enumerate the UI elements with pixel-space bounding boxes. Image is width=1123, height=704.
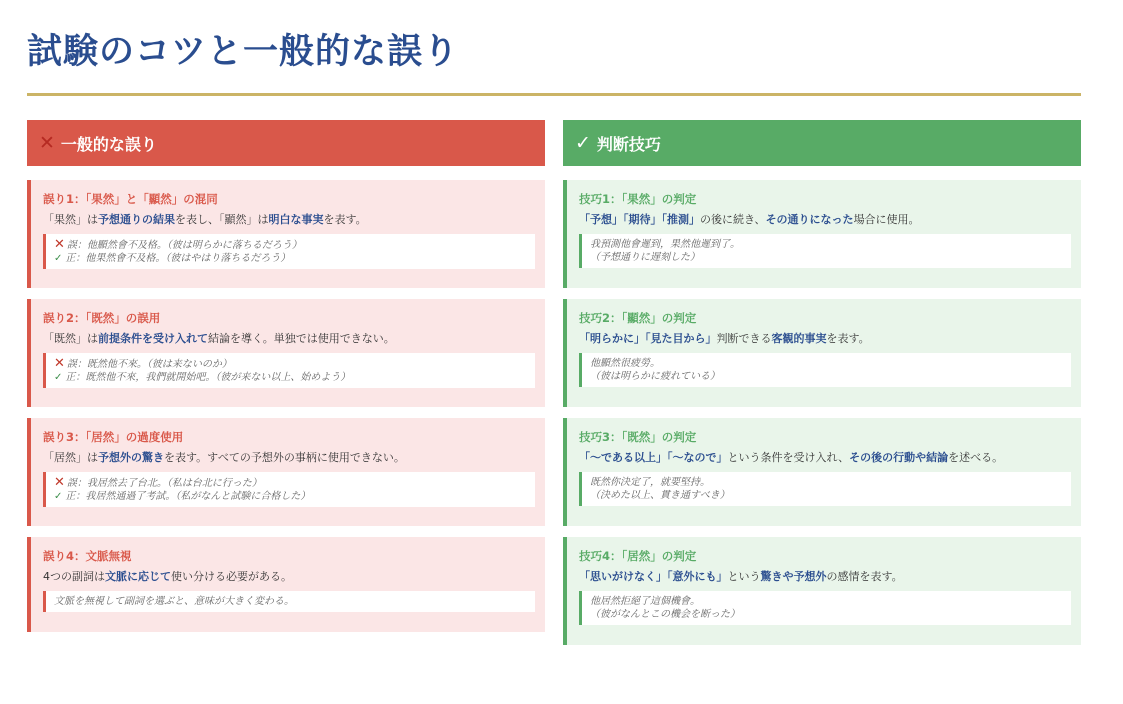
example-line <box>590 370 1063 383</box>
description-text: を表す。 <box>826 332 870 345</box>
card-description <box>43 330 535 348</box>
judgment-tips-heading: 判断技巧 <box>596 134 661 154</box>
card-description <box>43 211 535 229</box>
card-description <box>579 330 1071 348</box>
card-description <box>579 211 1071 229</box>
example-text: 既然你決定了，就要堅持。 <box>590 477 710 488</box>
example-text: 正：我居然通過了考試。（私がなんと試験に合格した） <box>65 491 311 502</box>
example-box <box>43 353 535 388</box>
mistake-card <box>27 180 545 288</box>
judgment-tips-header <box>563 120 1081 166</box>
card-title: 誤り3：「居然」の過度使用 <box>43 430 184 444</box>
cross-icon: ✕ <box>54 237 65 252</box>
tip-card <box>563 418 1081 526</box>
highlight-text: 驚きや予想外 <box>760 570 827 583</box>
description-text: の後に続き、 <box>700 213 766 226</box>
highlight-text: 予想外の驚き <box>98 451 164 464</box>
judgment-tips-column <box>563 120 1081 620</box>
card-title: 技巧4：「居然」の判定 <box>579 549 697 563</box>
highlight-text: 文脈に応じて <box>105 570 171 583</box>
example-text: （予想通りに遅刻した） <box>590 252 700 263</box>
tip-card <box>563 180 1081 288</box>
highlight-text: 客観的事実 <box>771 332 827 345</box>
description-text: を表す。 <box>323 213 367 226</box>
common-mistakes-column <box>27 120 545 607</box>
highlight-text: 明白な事実 <box>268 213 324 226</box>
example-text: 誤：他顯然會不及格。（彼は明らかに落ちるだろう） <box>66 240 302 251</box>
highlight-text: 「思いがけなく」「意外にも」 <box>579 570 728 583</box>
example-line <box>590 251 1063 264</box>
cross-icon: ✕ <box>54 356 65 371</box>
example-line <box>54 357 527 371</box>
description-text: という <box>727 570 761 583</box>
card-description <box>579 449 1071 467</box>
cross-icon: ✕ <box>39 132 55 154</box>
description-text: 「居然」は <box>43 451 98 464</box>
example-box <box>579 353 1071 387</box>
common-mistakes-heading: 一般的な誤り <box>60 134 157 154</box>
example-line <box>54 252 527 265</box>
highlight-text: 「〜である以上」「〜なので」 <box>579 451 728 464</box>
example-box <box>579 472 1071 506</box>
check-icon: ✓ <box>54 372 63 383</box>
example-line <box>590 238 1063 251</box>
description-text: 4つの副詞は <box>43 570 105 583</box>
example-line <box>54 476 527 490</box>
example-text: 正：他果然會不及格。（彼はやはり落ちるだろう） <box>65 253 291 264</box>
example-text: 他居然拒絕了這個機會。 <box>590 596 700 607</box>
example-box <box>43 472 535 507</box>
example-text: 誤：既然他不來。（彼は来ないのか） <box>66 359 232 370</box>
example-text: （彼は明らかに疲れている） <box>590 371 720 382</box>
description-text: を述べる。 <box>948 451 1004 464</box>
cross-icon: ✕ <box>54 475 65 490</box>
description-text: 「果然」は <box>43 213 98 226</box>
example-text: （決めた以上、貫き通すべき） <box>590 490 730 501</box>
highlight-text: 予想通りの結果 <box>98 213 175 226</box>
card-description <box>579 568 1071 586</box>
description-text: の感情を表す。 <box>826 570 903 583</box>
example-text: 文脈を無視して副詞を選ぶと、意味が大きく変わる。 <box>54 596 294 607</box>
highlight-text: 「予想」「期待」「推測」 <box>579 213 700 226</box>
example-box <box>579 234 1071 268</box>
example-text: 我預測他會遲到，果然他遲到了。 <box>590 239 740 250</box>
common-mistakes-header <box>27 120 545 166</box>
card-title: 誤り4：文脈無視 <box>43 549 132 563</box>
description-text: 場合に使用。 <box>853 213 920 226</box>
description-text: という条件を受け入れ、 <box>727 451 850 464</box>
card-description <box>43 568 535 586</box>
tip-card <box>563 299 1081 407</box>
example-line <box>590 489 1063 502</box>
example-text: 誤：我居然去了台北。（私は台北に行った） <box>66 478 262 489</box>
mistake-card <box>27 537 545 632</box>
description-text: 使い分ける必要がある。 <box>171 570 292 583</box>
card-title: 技巧3：「既然」の判定 <box>579 430 697 444</box>
description-text: 判断できる <box>716 332 772 345</box>
example-line <box>54 371 527 384</box>
description-text: を表す。すべての予想外の事柄に使用できない。 <box>164 451 405 464</box>
example-box <box>43 591 535 612</box>
example-text: 他顯然很疲勞。 <box>590 358 660 369</box>
example-line <box>54 238 527 252</box>
highlight-text: 「明らかに」「見た目から」 <box>579 332 717 345</box>
highlight-text: その通りになった <box>765 213 854 226</box>
card-title: 誤り1：「果然」と「顯然」の混同 <box>43 192 218 206</box>
highlight-text: その後の行動や結論 <box>849 451 949 464</box>
example-line <box>590 357 1063 370</box>
card-description <box>43 449 535 467</box>
check-icon: ✓ <box>575 132 591 154</box>
example-line <box>54 490 527 503</box>
title-divider <box>27 93 1081 96</box>
check-icon: ✓ <box>54 491 63 502</box>
example-box <box>579 591 1071 625</box>
example-text: 正：既然他不來，我們就開始吧。（彼が来ない以上、始めよう） <box>65 372 351 383</box>
example-box <box>43 234 535 269</box>
highlight-text: 前提条件を受け入れて <box>98 332 208 345</box>
example-line <box>590 595 1063 608</box>
card-title: 技巧2：「顯然」の判定 <box>579 311 697 325</box>
example-line <box>590 476 1063 489</box>
mistake-card <box>27 418 545 526</box>
card-title: 技巧1：「果然」の判定 <box>579 192 697 206</box>
description-text: 結論を導く。単独では使用できない。 <box>208 332 395 345</box>
example-line <box>54 595 527 608</box>
description-text: を表し、「顯然」は <box>175 213 269 226</box>
example-line <box>590 608 1063 621</box>
mistake-card <box>27 299 545 407</box>
description-text: 「既然」は <box>43 332 98 345</box>
card-title: 誤り2：「既然」の誤用 <box>43 311 161 325</box>
page-title: 試験のコツと一般的な誤り <box>27 32 460 72</box>
example-text: （彼がなんとこの機会を断った） <box>590 609 740 620</box>
check-icon: ✓ <box>54 253 63 264</box>
tip-card <box>563 537 1081 645</box>
